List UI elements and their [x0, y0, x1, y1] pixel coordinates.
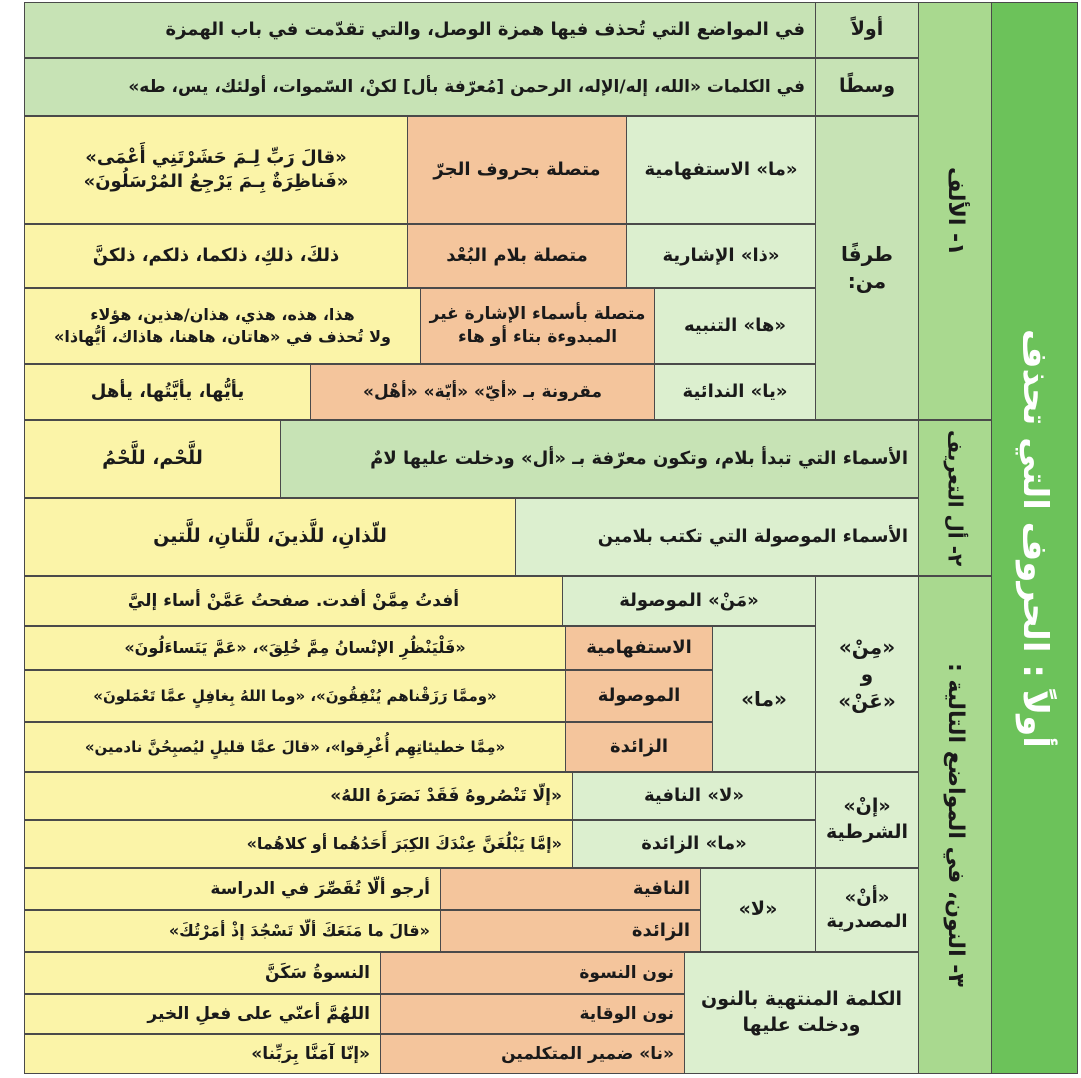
- main-side-title-text: أولاً : الحروف التي تحذف: [1014, 328, 1055, 748]
- alif-row-3-examples: [24, 288, 421, 364]
- alif-tarafan-label: [815, 116, 919, 420]
- al-row-2-text-content: الأسماء الموصولة التي تكتب بلامين: [597, 525, 908, 547]
- al-row-1-example: [24, 420, 281, 498]
- alif-wasatan-label: [815, 58, 919, 116]
- al-row-1-text: [280, 420, 919, 498]
- al-row-2-example: [24, 498, 516, 576]
- alif-tarafan-label-text: طرفًا من:: [841, 242, 893, 293]
- alif-awwalan-text-content: في المواضع التي تُحذف فيها همزة الوصل، والتي تقدّمت في باب الهمزة: [165, 18, 805, 40]
- noon-an-row-1-type-text: النافية: [632, 877, 690, 899]
- noon-an-label: «عَنْ»: [838, 688, 896, 713]
- noon-in-row-1-example: [24, 772, 573, 820]
- noon-ma-row-3-type-text: الزائدة: [609, 735, 669, 757]
- al-row-2-text: [515, 498, 919, 576]
- alif-wasatan-text-content: في الكلمات «الله، إله/الإله، الرحمن [مُعرّفة بأل] لكنْ، السّموات، أولئك، يس، طه»: [128, 76, 805, 97]
- alif-row-3-example-1: هذا، هذه، هذي، هذان/هذين، هؤلاء: [90, 305, 355, 325]
- al-row-1-text-content: الأسماء التي تبدأ بلام، وتكون معرّفة بـ «أل» ودخلت عليها لامٌ: [370, 447, 908, 469]
- noon-word-row-2-type-text: نون الوقاية: [579, 1003, 674, 1024]
- noon-an-masdar-label-1: «أنْ»: [844, 886, 890, 908]
- section-alif: [918, 2, 992, 420]
- noon-in-row-1-example-text: «إلّا تَنْصُروهُ فَقَدْ نَصَرَهُ اللهُ»: [330, 785, 562, 806]
- section-noon-text: ٣- النون، في المواضع التالية :: [942, 663, 968, 987]
- noon-word-row-3-example-text: «إنّا آمَنَّا بِرَبِّنا»: [251, 1043, 370, 1064]
- noon-in-label-2: الشرطية: [826, 821, 908, 843]
- alif-row-3-condition: [420, 288, 655, 364]
- alif-row-2-examples: [24, 224, 408, 288]
- al-row-1-example-text: للَّحْم، للَّحْمُ: [102, 447, 203, 470]
- noon-an-row-2-example: [24, 910, 441, 952]
- section-al-text: ٢- أل التعريف: [943, 429, 968, 567]
- alif-awwalan-text: [24, 2, 816, 58]
- alif-row-2-example-1: ذلكَ، ذلكِ، ذلكما، ذلكم، ذلكنَّ: [92, 244, 340, 266]
- alif-row-1-condition: [407, 116, 627, 224]
- alif-row-4-condition: [310, 364, 655, 420]
- alif-row-1-condition-text: متصلة بحروف الجرّ: [433, 158, 601, 180]
- alif-row-1-word-text: «ما» الاستفهامية: [644, 158, 798, 180]
- noon-ma-row-2-type-text: الموصولة: [597, 684, 681, 706]
- alif-row-2-word: [626, 224, 816, 288]
- noon-word-row-2-example-text: اللهُمَّ أعنّي على فعلِ الخير: [147, 1003, 370, 1024]
- noon-ma-row-3-example-text: «مِمَّا خطيئاتِهِم أُغْرِقوا»، «قالَ عمَّا قليلٍ ليُصبِحُنَّ نادمين»: [84, 737, 506, 756]
- noon-man-an-label: [815, 576, 919, 772]
- noon-in-row-2-type-text: «ما» الزائدة: [641, 832, 747, 854]
- alif-row-1-example-1: «قالَ رَبِّ لِـمَ حَشَرْتَنِي أَعْمَى»: [85, 146, 347, 168]
- noon-ma-row-2-type: [565, 670, 713, 722]
- section-noon: [918, 576, 992, 1074]
- alif-row-4-condition-text: مقرونة بـ «أيّ» «أيّة» «أهْل»: [362, 381, 603, 402]
- al-row-2-example-text: للّذانِ، للَّذينَ، للَّتانِ، للَّتين: [153, 525, 387, 548]
- noon-ma-label: [712, 626, 816, 772]
- alif-row-3-word: [654, 288, 816, 364]
- noon-word-row-2-type: [380, 994, 685, 1034]
- noon-an-row-2-type: [440, 910, 701, 952]
- alif-row-2-word-text: «ذا» الإشارية: [662, 244, 780, 266]
- noon-ma-label-text: «ما»: [741, 686, 787, 711]
- noon-la-label-text: «لا»: [738, 898, 778, 921]
- noon-an-row-1-example: [24, 868, 441, 910]
- noon-word-row-1-example-text: النسوةُ سَكَنَّ: [265, 962, 370, 983]
- alif-wasatan-label-text: وسطًا: [838, 75, 896, 98]
- alif-wasatan-text: [24, 58, 816, 116]
- alif-row-1-example-2: «فَناظِرَةٌ بِـمَ يَرْجِعُ المُرْسَلُونَ»: [83, 171, 349, 192]
- noon-word-row-3-type: [380, 1034, 685, 1074]
- noon-ma-row-2-example: [24, 670, 566, 722]
- noon-an-masdar-label-2: المصدرية: [826, 911, 908, 932]
- noon-an-row-1-example-text: أرجو ألّا تُقَصِّرَ في الدراسة: [210, 878, 430, 899]
- noon-in-row-2-example: [24, 820, 573, 868]
- noon-an-masdar-label: [815, 868, 919, 952]
- section-alif-text: ١- الألف: [942, 166, 968, 256]
- noon-in-row-2-type: [572, 820, 816, 868]
- noon-ma-row-1-type: [565, 626, 713, 670]
- alif-awwalan-label-text: أولاً: [850, 18, 884, 41]
- alif-row-3-condition-text: متصلة بأسماء الإشارة غير المبدوءة بتاء أو هاء: [429, 304, 646, 347]
- alif-row-2-condition: [407, 224, 627, 288]
- noon-an-row-1-type: [440, 868, 701, 910]
- alif-awwalan-label: [815, 2, 919, 58]
- noon-man-mawsula: [562, 576, 816, 626]
- noon-ma-row-1-example-text: «فَلْيَنْظُرِ الإنْسانُ مِمَّ خُلِقَ»، «عَمَّ يَتَساءَلُونَ»: [124, 638, 466, 658]
- noon-wa-label: و: [860, 661, 874, 686]
- alif-row-2-condition-text: متصلة بلام البُعْد: [446, 244, 588, 266]
- noon-word-label: [684, 952, 919, 1074]
- noon-an-row-2-type-text: الزائدة: [631, 919, 690, 941]
- noon-in-label: [815, 772, 919, 868]
- alif-row-4-word-text: «يا» الندائية: [682, 380, 788, 402]
- noon-la-label: [700, 868, 816, 952]
- noon-word-label-text: الكلمة المنتهية بالنون ودخلت عليها: [701, 988, 902, 1036]
- main-side-title: [990, 2, 1078, 1074]
- noon-ma-row-1-example: [24, 626, 566, 670]
- alif-row-4-example-1: يأيُّها، يأيَّتُها، يأهل: [90, 380, 245, 402]
- noon-ma-row-3-type: [565, 722, 713, 772]
- noon-in-row-1-type-text: «لا» النافية: [644, 784, 745, 806]
- noon-word-row-3-type-text: «نا» ضمير المتكلمين: [501, 1043, 674, 1064]
- noon-an-row-2-example-text: «قالَ ما مَنَعَكَ ألّا تَسْجُدَ إذْ أمَرْتُكَ»: [168, 921, 430, 941]
- noon-ma-row-3-example: [24, 722, 566, 772]
- noon-man-example: [24, 576, 563, 626]
- noon-in-row-1-type: [572, 772, 816, 820]
- noon-word-row-3-example: [24, 1034, 381, 1074]
- noon-in-label-1: «إنْ»: [843, 795, 891, 818]
- noon-ma-row-1-type-text: الاستفهامية: [586, 636, 692, 658]
- noon-ma-row-2-example-text: «وممَّا رَزَقْناهم يُنْفِقُونَ»، «وما اللهُ بِغافِلٍ عمَّا تَعْمَلونَ»: [93, 686, 497, 705]
- noon-man-label: «مِنْ»: [838, 634, 896, 659]
- noon-word-row-2-example: [24, 994, 381, 1034]
- alif-row-3-word-text: «ها» التنبيه: [684, 314, 786, 336]
- alif-row-3-example-2: ولا تُحذف في «هاتان، هاهنا، هاذاك، أيُّهاذا»: [54, 327, 391, 346]
- alif-row-1-examples: [24, 116, 408, 224]
- noon-word-row-1-type: [380, 952, 685, 994]
- alif-row-1-word: [626, 116, 816, 224]
- noon-man-example-text: أفدتُ مِمَّنْ أفدت. صفحتُ عَمَّنْ أساء إليَّ: [127, 590, 460, 611]
- alif-row-4-word: [654, 364, 816, 420]
- section-al: [918, 420, 992, 576]
- noon-word-row-1-example: [24, 952, 381, 994]
- noon-man-mawsula-text: «مَنْ» الموصولة: [619, 589, 759, 611]
- alif-row-4-examples: [24, 364, 311, 420]
- noon-word-row-1-type-text: نون النسوة: [579, 962, 674, 983]
- noon-in-row-2-example-text: «إمَّا يَبْلُغَنَّ عِنْدَكَ الكِبَرَ أَحَدُهُما أو كلاهُما»: [246, 834, 562, 854]
